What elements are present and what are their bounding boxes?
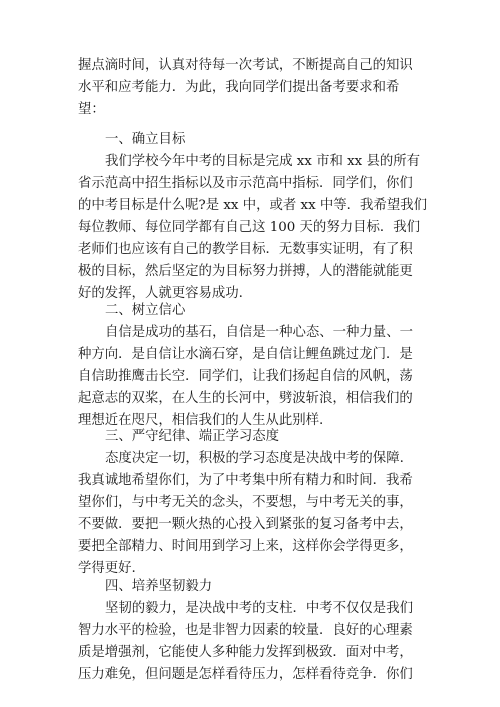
text-line: 自信助推鹰击长空．同学们，让我们扬起自信的风帆，荡 xyxy=(78,369,413,384)
text-line: 自信是成功的基石，自信是一种心态、一种力量、一 xyxy=(105,325,413,340)
text-line: 水平和应考能力．为此，我向同学们提出备考要求和希 xyxy=(78,80,400,95)
text-line: 每位教师、每位同学都有自己这 100 天的努力目标．我们 xyxy=(78,220,421,235)
text-line: 态度决定一切，积极的学习态度是决战中考的保障. xyxy=(105,451,404,466)
text-line: 老师们也应该有自己的教学目标．无数事实证明，有了积 xyxy=(78,242,413,257)
section-heading: 四、培养坚韧毅力 xyxy=(105,579,213,594)
text-line: 望： xyxy=(78,102,105,117)
text-line: 握点滴时间，认真对待每一次考试，不断提高自己的知识 xyxy=(78,58,413,73)
text-line: 种方向．是自信让水滴石穿，是自信让鲤鱼跳过龙门．是 xyxy=(78,347,413,362)
text-line: 我真诚地希望你们，为了中考集中所有精力和时间．我希 xyxy=(78,473,413,488)
text-line: 不要做．要把一颗火热的心投入到紧张的复习备考中去， xyxy=(78,517,413,532)
section-perseverance xyxy=(78,576,436,686)
text-line: 的中考目标是什么呢?是 xx 中，或者 xx 中等．我希望我们 xyxy=(78,198,428,213)
intro-paragraph xyxy=(78,55,436,121)
text-line: 坚韧的毅力，是决战中考的支柱．中考不仅仅是我们 xyxy=(105,601,413,616)
text-line: 起意志的双桨，在人生的长河中，劈波斩浪，相信我们的 xyxy=(78,391,413,406)
text-line: 望你们，与中考无关的念头，不要想，与中考无关的事， xyxy=(78,495,413,510)
text-line: 理想近在咫尺，相信我们的人生从此别样. xyxy=(78,413,324,428)
text-line: 压力难免，但问题是怎样看待压力，怎样看待竞争．你们 xyxy=(78,667,413,682)
text-line: 极的目标，然后坚定的为目标努力拼搏，人的潜能就能更 xyxy=(78,264,413,279)
section-build-confidence xyxy=(78,300,436,432)
section-heading: 一、确立目标 xyxy=(105,132,186,147)
text-line: 省示范高中招生指标以及市示范高中指标．同学们，你们 xyxy=(78,176,413,191)
section-heading: 三、严守纪律、端正学习态度 xyxy=(105,429,280,444)
section-establish-goals xyxy=(78,129,436,305)
section-discipline-attitude xyxy=(78,426,436,580)
section-heading: 二、树立信心 xyxy=(105,303,186,318)
text-line: 我们学校今年中考的目标是完成 xx 市和 xx 县的所有 xyxy=(105,154,421,169)
text-line: 学得更好. xyxy=(78,561,136,576)
text-line: 好的发挥，人就更容易成功. xyxy=(78,286,243,301)
text-line: 要把全部精力、时间用到学习上来，这样你会学得更多， xyxy=(78,539,413,554)
text-line: 质是增强剂，它能使人多种能力发挥到极致．面对中考， xyxy=(78,645,413,660)
text-line: 智力水平的检验，也是非智力因素的较量．良好的心理素 xyxy=(78,623,413,638)
